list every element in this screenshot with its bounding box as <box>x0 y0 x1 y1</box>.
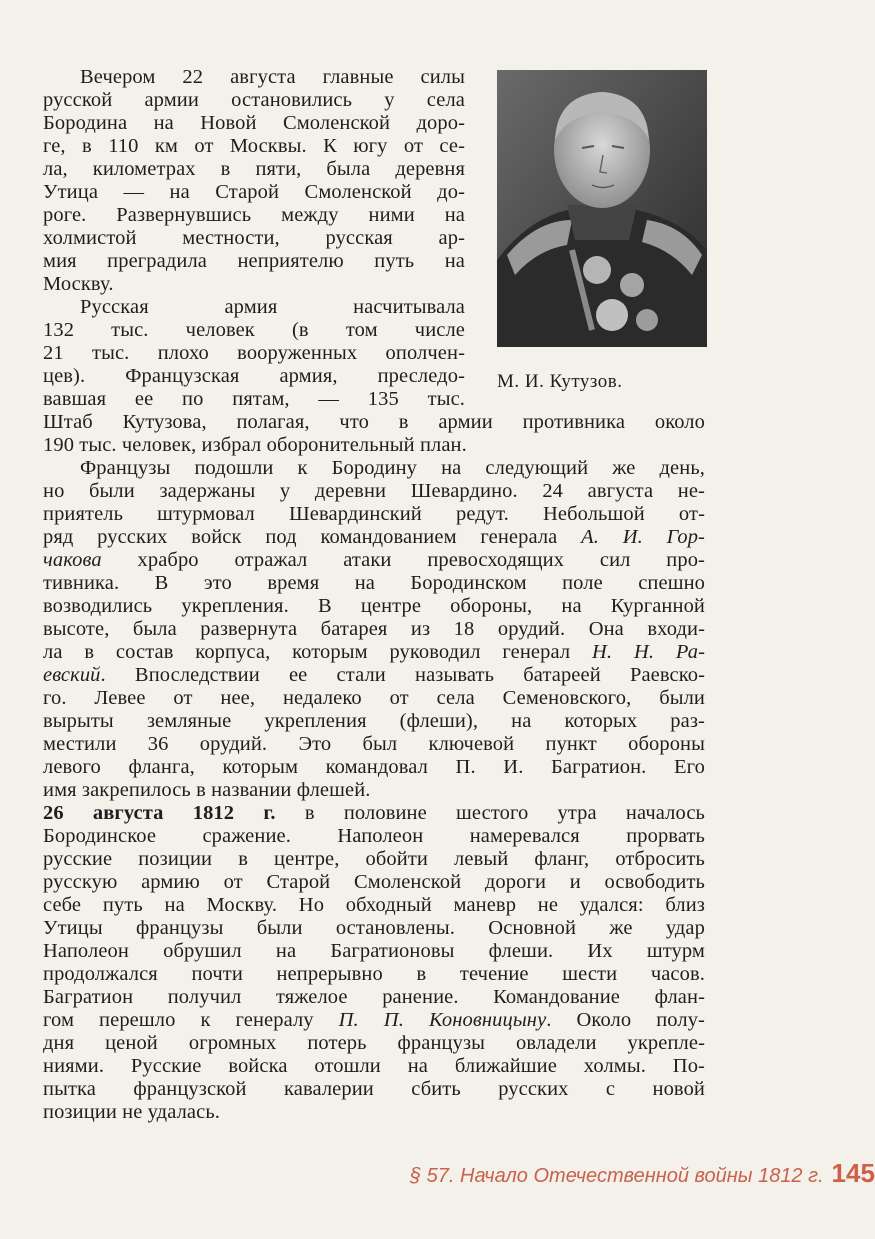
person-name: Н. Н. Ра- <box>592 641 706 663</box>
text-line: Утицы французы были остановлены. Основной же удар <box>43 917 705 939</box>
text-line: приятель штурмовал Шевардинский редут. Небольшой от- <box>43 503 705 525</box>
text-line: позиции не удалась. <box>43 1101 220 1123</box>
text-line: холмистой местности, русская ар- <box>43 227 465 249</box>
text-line: имя закрепилось в названии флешей. <box>43 779 371 801</box>
text-segment: гом перешло к генералу <box>43 1009 339 1031</box>
page-number: 145 <box>831 1158 875 1188</box>
text-line: Утица — на Старой Смоленской до- <box>43 181 465 203</box>
person-name: П. П. Коновницыну <box>338 1009 547 1031</box>
text-line: дня ценой огромных потерь французы овладели укрепле- <box>43 1032 705 1054</box>
text-line: ла, километрах в пяти, была деревня <box>43 158 465 180</box>
portrait-caption: М. И. Кутузов. <box>497 371 623 392</box>
text-line: Вечером 22 августа главные силы <box>80 66 465 88</box>
text-line: возводились укрепления. В центре обороны, на Курганной <box>43 595 705 617</box>
person-name: А. И. Гор- <box>581 526 705 548</box>
kutuzov-portrait-image <box>497 70 707 347</box>
text-segment: . Впоследствии ее стали называть батареей Раевско- <box>100 664 705 686</box>
text-line: левого фланга, которым командовал П. И. Багратион. Его <box>43 756 705 778</box>
text-line: 21 тыс. плохо вооруженных ополчен- <box>43 342 465 364</box>
text-line: 132 тыс. человек (в том числе <box>43 319 465 341</box>
text-line: го. Левее от нее, недалеко от села Семеновского, были <box>43 687 705 709</box>
text-line: пытка французской кавалерии сбить русских с новой <box>43 1078 705 1100</box>
text-line: Бородина на Новой Смоленской доро- <box>43 112 465 134</box>
text-line: высоте, была развернута батарея из 18 орудий. Она входи- <box>43 618 705 640</box>
text-segment: ряд русских войск под командованием генерала <box>43 526 582 548</box>
page-footer <box>410 1158 875 1189</box>
text-line: цев). Французская армия, преследо- <box>43 365 465 387</box>
text-segment: храбро отражал атаки превосходящих сил про- <box>101 549 705 571</box>
text-line: Наполеон обрушил на Багратионовы флеши. Их штурм <box>43 940 705 962</box>
text-line: вавшая ее по пятам, — 135 тыс. <box>43 388 465 410</box>
text-line: 190 тыс. человек, избрал оборонительный план. <box>43 434 467 456</box>
section-title: § 57. Начало Отечественной войны 1812 г. <box>410 1165 824 1187</box>
text-line: роге. Развернувшись между ними на <box>43 204 465 226</box>
text-line <box>43 802 705 825</box>
text-line: но были задержаны у деревни Шевардино. 24 августа не- <box>43 480 705 502</box>
text-line: тивника. В это время на Бородинском поле спешно <box>43 572 705 594</box>
text-line: вырыты земляные укрепления (флеши), на которых раз- <box>43 710 705 732</box>
date-highlight: 26 августа 1812 г. <box>43 802 276 824</box>
text-line: русскую армию от Старой Смоленской дороги и освободить <box>43 871 705 893</box>
text-line <box>43 664 705 687</box>
text-line: Штаб Кутузова, полагая, что в армии противника около <box>43 411 705 433</box>
text-segment: в половине шестого утра началось <box>275 802 706 824</box>
person-name: чакова <box>43 549 102 571</box>
text-line: русской армии остановились у села <box>43 89 465 111</box>
text-line: русские позиции в центре, обойти левый фланг, отбросить <box>43 848 705 870</box>
text-line <box>43 641 705 664</box>
text-line: продолжался почти непрерывно в течение шести часов. <box>43 963 705 985</box>
text-line: местили 36 орудий. Это был ключевой пункт обороны <box>43 733 705 755</box>
text-line: ниями. Русские войска отошли на ближайшие холмы. По- <box>43 1055 705 1077</box>
text-line: Бородинское сражение. Наполеон намеревался прорвать <box>43 825 705 847</box>
person-name: евский <box>43 664 101 686</box>
text-line: Французы подошли к Бородину на следующий же день, <box>80 457 705 479</box>
text-line <box>43 1009 705 1032</box>
text-line: Русская армия насчитывала <box>80 296 465 318</box>
text-line: Москву. <box>43 273 114 295</box>
text-line <box>43 526 705 549</box>
text-line: Багратион получил тяжелое ранение. Командование флан- <box>43 986 705 1008</box>
text-line: ге, в 110 км от Москвы. К югу от се- <box>43 135 465 157</box>
text-segment: ла в состав корпуса, которым руководил генерал <box>43 641 592 663</box>
text-segment: . Около полу- <box>546 1009 705 1031</box>
text-line: себе путь на Москву. Но обходный маневр не удался: близ <box>43 894 705 916</box>
text-line: мия преградила неприятелю путь на <box>43 250 465 272</box>
text-line <box>43 549 705 572</box>
